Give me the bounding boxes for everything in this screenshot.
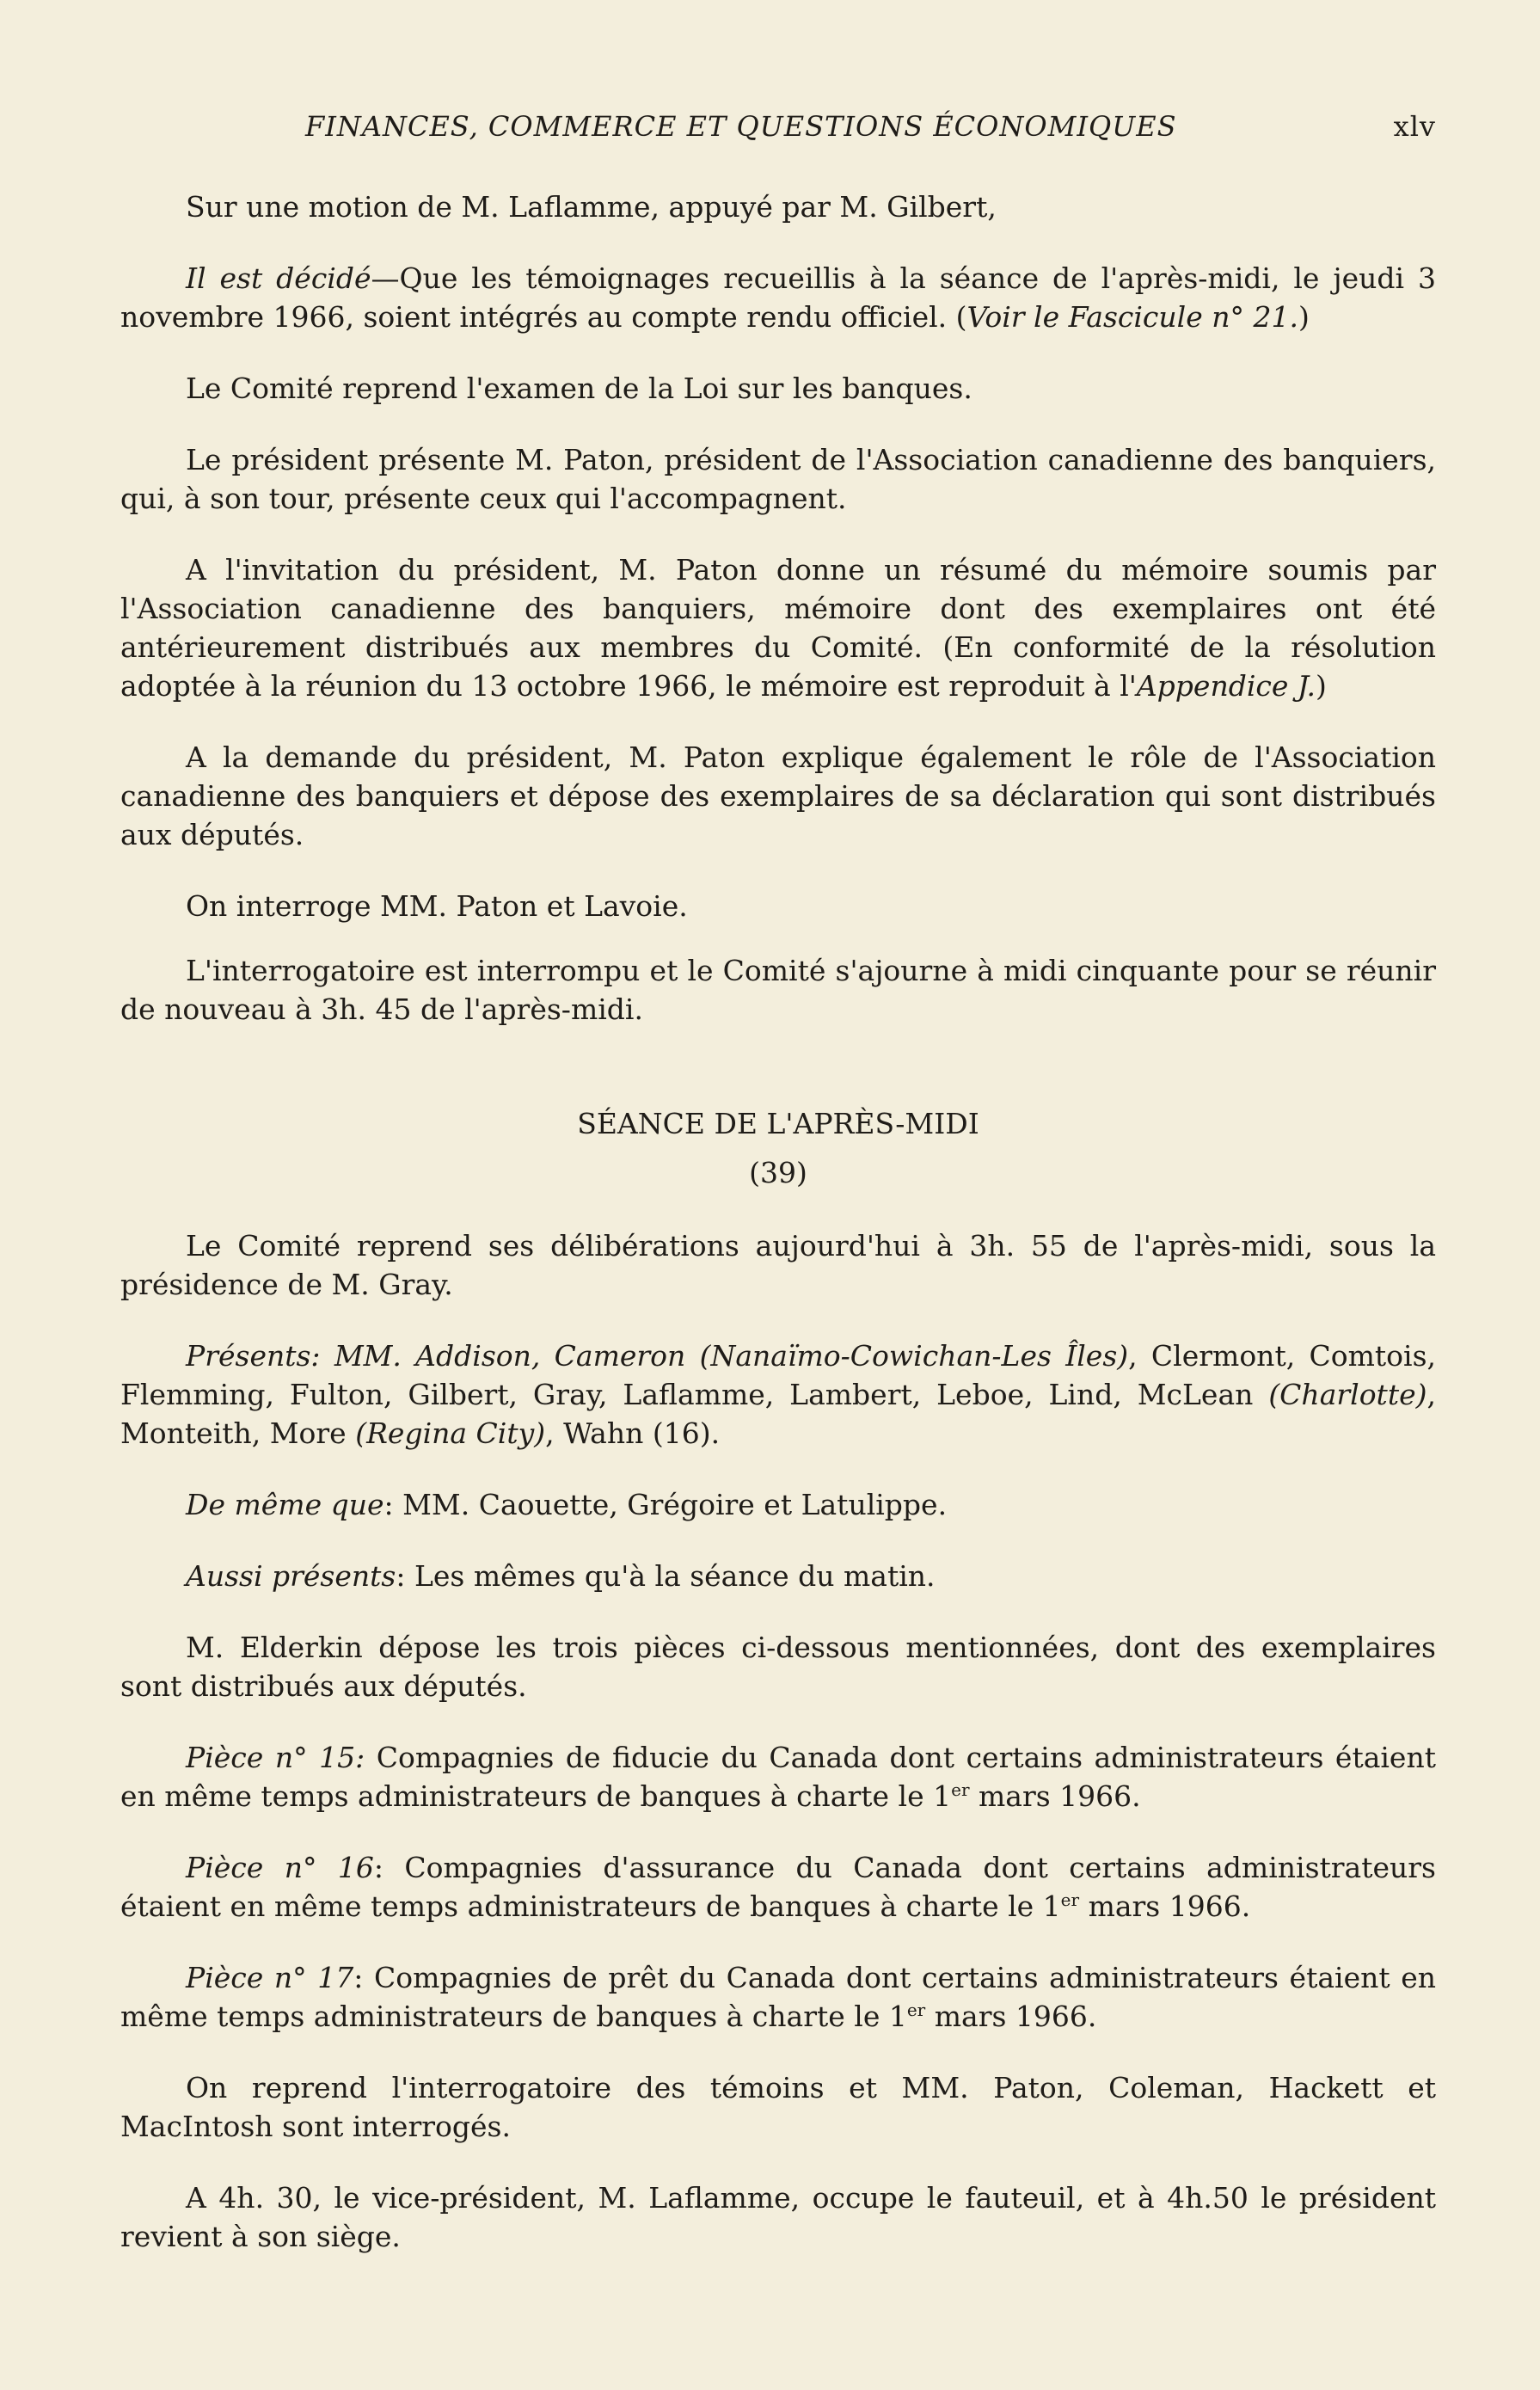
paragraph-presentation: Le président présente M. Paton, président de l'Association canadienne des banquiers, qui, à son tour, présente ceux qui l'accompagnent. [120, 443, 1436, 515]
paragraph-memoire [120, 550, 1436, 705]
running-header [120, 110, 1436, 162]
paragraph-reprise: Le Comité reprend ses délibérations aujourd'hui à 3h. 55 de l'après-midi, sous la présidence de M. Gray. [120, 1229, 1436, 1301]
page-body [120, 187, 1436, 2289]
paragraph-decision [120, 259, 1436, 336]
presents-end: , Wahn (16). [545, 1416, 721, 1450]
appendix-reference: Appendice J. [1136, 669, 1316, 703]
piece-17-end: mars 1966. [925, 2000, 1097, 2033]
piece-17-sup: er [906, 2000, 926, 2020]
piece-15-end: mars 1966. [969, 1779, 1141, 1813]
de-meme-list: : MM. Caouette, Grégoire et Latulippe. [383, 1488, 948, 1521]
paragraph-interrogatoire: On reprend l'interrogatoire des témoins et MM. Paton, Coleman, Hackett et MacIntosh sont interrogés. [120, 2071, 1436, 2143]
paragraph-piece-15 [120, 1738, 1436, 1816]
paragraph-resume: Le Comité reprend l'examen de la Loi sur les banques. [186, 372, 972, 405]
piece-17-text: : Compagnies de prêt du Canada dont certains administrateurs étaient en même temps administrateurs de banques à charte le 1 [120, 1961, 1436, 2033]
piece-15-text: Compagnies de fiducie du Canada dont certains administrateurs étaient en même temps administrateurs de banques à charte le 1 [120, 1741, 1436, 1813]
piece-17-label: Pièce n° 17 [186, 1961, 354, 1994]
decision-end: ) [1298, 300, 1310, 334]
decision-text: —Que les témoignages recueillis à la séance de l'après-midi, le jeudi 3 novembre 1966, soient intégrés au compte rendu officiel. ( [120, 261, 1436, 334]
paragraph-interrogation: On interroge MM. Paton et Lavoie. [186, 889, 688, 923]
paragraph-de-meme [120, 1485, 1436, 1524]
paragraph-piece-17 [120, 1958, 1436, 2036]
paragraph-motion: Sur une motion de M. Laflamme, appuyé par M. Gilbert, [186, 190, 997, 224]
piece-16-end: mars 1966. [1079, 1889, 1251, 1923]
paragraph-presents [120, 1336, 1436, 1453]
paragraph-aussi [120, 1557, 1436, 1595]
riding-nanaimo: (Nanaïmo-Cowichan-Les Îles) [699, 1339, 1129, 1373]
paragraph-vice-president: A 4h. 30, le vice-président, M. Laflamme, occupe le fauteuil, et à 4h.50 le président revient à son siège. [120, 2181, 1436, 2253]
decision-lead: Il est décidé [186, 261, 371, 295]
de-meme-lead: De même que [186, 1488, 384, 1521]
paragraph-role: A la demande du président, M. Paton explique également le rôle de l'Association canadienne des banquiers et dépose des exemplaires de sa déclaration qui sont distribués aux députés. [120, 740, 1436, 851]
section-number: (39) [749, 1156, 807, 1189]
piece-16-sup: er [1060, 1889, 1080, 1910]
piece-16-text: : Compagnies d'assurance du Canada dont certains administrateurs étaient en même temps administrateurs de banques à charte le 1 [120, 1851, 1436, 1923]
paragraph-elderkin: M. Elderkin dépose les trois pièces ci-dessous mentionnées, dont des exemplaires sont distribués aux députés. [120, 1631, 1436, 1703]
aussi-lead: Aussi présents [186, 1559, 396, 1593]
memoire-end: ) [1316, 669, 1327, 703]
presents-lead: Présents: MM. Addison, Cameron [186, 1339, 686, 1373]
aussi-text: : Les mêmes qu'à la séance du matin. [396, 1559, 936, 1593]
page-number: xlv [1393, 110, 1436, 143]
section-heading: SÉANCE DE L'APRÈS-MIDI [577, 1107, 979, 1140]
riding-regina: (Regina City) [355, 1416, 546, 1450]
presents-more: , Monteith, More [120, 1378, 1436, 1450]
header-title: FINANCES, COMMERCE ET QUESTIONS ÉCONOMIQUES [305, 110, 1177, 143]
paragraph-piece-16 [120, 1848, 1436, 1926]
riding-charlotte: (Charlotte) [1268, 1378, 1427, 1411]
presents-list: , Clermont, Comtois, Flemming, Fulton, Gilbert, Gray, Laflamme, Lambert, Leboe, Lind, McLean [120, 1339, 1436, 1411]
piece-15-sup: er [951, 1779, 970, 1800]
memoire-text: A l'invitation du président, M. Paton donne un résumé du mémoire soumis par l'Association canadienne des banquiers, mémoire dont des exemplaires ont été antérieurement distribués aux membres du Comité. (En conformité de la résolution adoptée à la réunion du 13 octobre 1966, le mémoire est reproduit à l' [120, 553, 1436, 703]
piece-15-label: Pièce n° 15: [186, 1741, 365, 1774]
paragraph-adjournment: L'interrogatoire est interrompu et le Comité s'ajourne à midi cinquante pour se réunir de nouveau à 3h. 45 de l'après-midi. [120, 954, 1436, 1026]
fascicule-reference: Voir le Fascicule n° 21. [966, 300, 1298, 334]
piece-16-label: Pièce n° 16 [186, 1851, 374, 1884]
